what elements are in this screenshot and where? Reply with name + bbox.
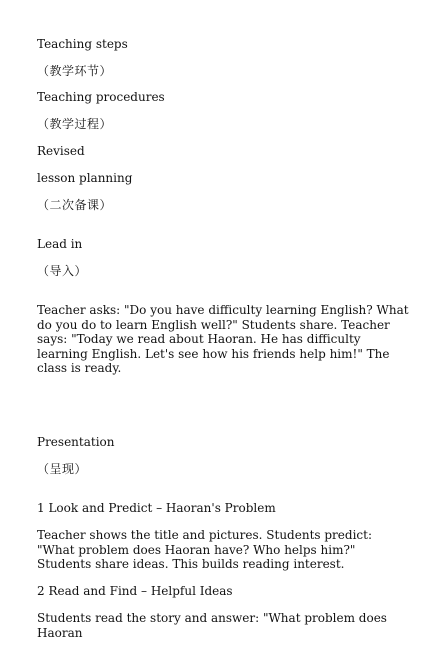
lesson-planning-label: lesson planning [37, 171, 133, 185]
step-1-heading: 1 Look and Predict – Haoran's Problem [37, 501, 276, 515]
revised-label: Revised [37, 144, 85, 158]
step-1-body: Teacher shows the title and pictures. Students predict: "What problem does Haoran have? Who helps him?" Students share ideas. This builds reading interest. [37, 528, 372, 572]
lead-in-title: Lead in [37, 237, 83, 251]
presentation-cn-title: （呈现） [37, 462, 88, 476]
lead-in-body: Teacher asks: "Do you have difficulty learning English? What do you do to learn English well?" Students share. Teacher says: "Today we read about Haoran. He has difficulty learning English. Let's see how his friends help him!" The class is ready. [37, 303, 409, 376]
step-2-heading: 2 Read and Find – Helpful Ideas [37, 584, 233, 598]
presentation-title: Presentation [37, 435, 115, 449]
step-2-body: Students read the story and answer: "What problem does Haoran [37, 611, 387, 640]
teaching-steps-label: Teaching steps [37, 37, 128, 51]
teaching-procedures-label: Teaching procedures [37, 90, 165, 104]
teaching-steps-cn-label: （教学环节） [37, 64, 113, 78]
lead-in-cn-title: （导入） [37, 264, 88, 278]
revised-cn-label: （二次备课） [37, 198, 113, 212]
teaching-procedures-cn-label: （教学过程） [37, 117, 113, 131]
